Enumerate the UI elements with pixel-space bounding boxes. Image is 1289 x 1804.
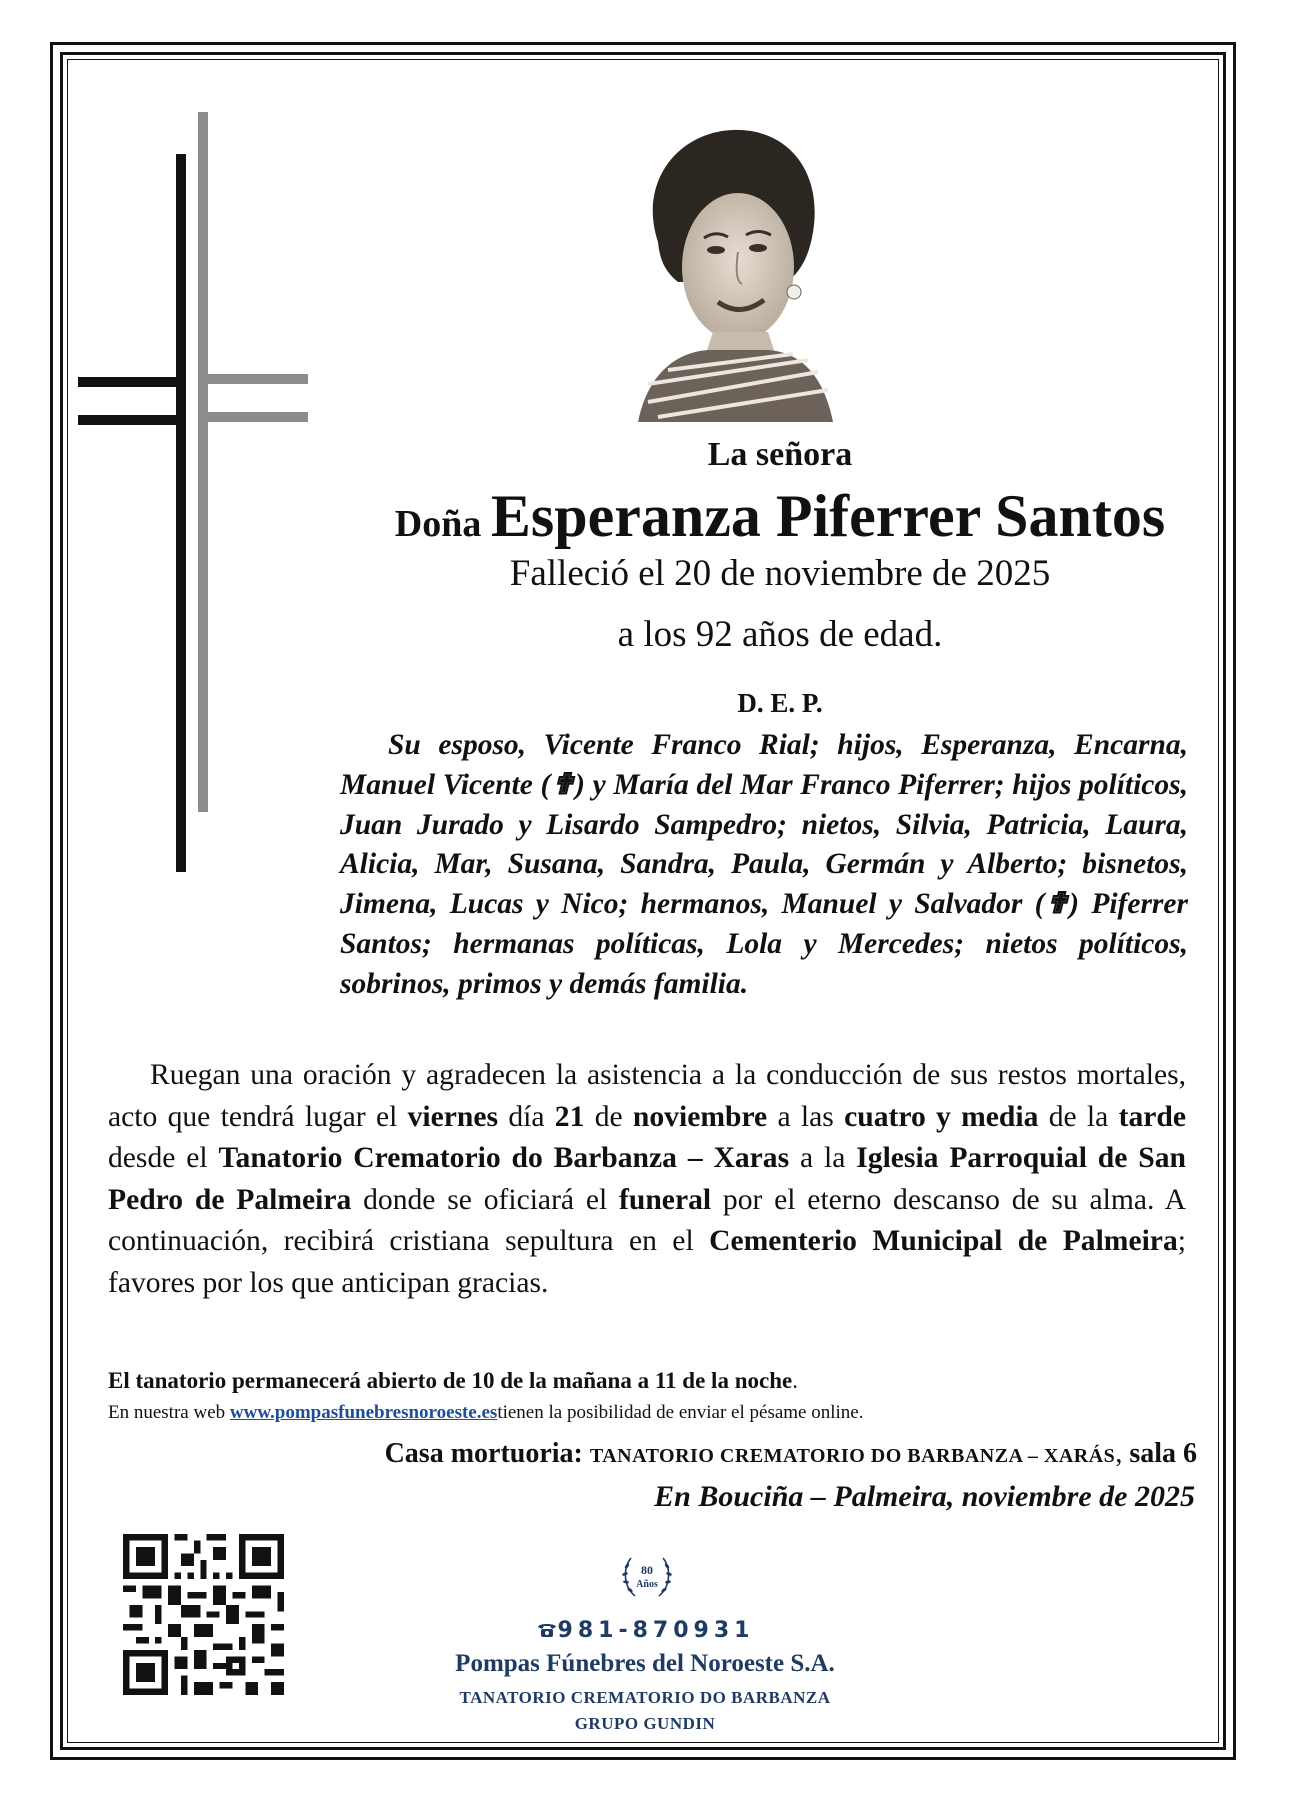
portrait-photo	[618, 122, 838, 422]
ceremony-text: de la	[1038, 1100, 1119, 1133]
company-tanatorio: TANATORIO CREMATORIO DO BARBANZA	[459, 1688, 831, 1707]
rip-text: D. E. P.	[737, 688, 823, 718]
deceased-name-line	[320, 482, 1240, 551]
company-name: Pompas Fúnebres del Noroeste S.A.	[455, 1650, 835, 1677]
deceased-cross-icon: ✟	[550, 768, 576, 801]
age-text: a los 92 años de edad.	[617, 614, 943, 655]
family-text: ) Piferrer Santos; hermanas políticas, Lola y Mercedes; nietos políticos, sobrinos, primos y demás familia.	[340, 888, 1188, 1000]
family-text: Su esposo, Vicente Franco Rial; hijos, Esperanza, Encarna, Manuel Vicente (	[340, 729, 1188, 801]
deceased-name: Esperanza Piferrer Santos	[490, 483, 1166, 549]
ceremony-church: Iglesia Parroquial de San Pedro de Palmeira	[108, 1142, 1186, 1216]
website-link[interactable]: www.pompasfunebresnoroeste.es	[229, 1402, 498, 1423]
phone-icon	[536, 1621, 558, 1639]
ceremony-text: donde se oficiará el	[351, 1183, 620, 1216]
ceremony-text: Ruegan una oración y agradecen la asistencia a la conducción de sus restos mortales, acto que tendrá lugar el	[108, 1059, 1186, 1133]
ceremony-day: viernes	[407, 1100, 499, 1133]
intro-text: La señora	[707, 436, 853, 473]
place-date: En Bouciña – Palmeira, noviembre de 2025	[654, 1480, 1195, 1513]
ceremony-text: por el eterno descanso de su alma. A continuación, recibirá cristiana sepultura en el	[108, 1183, 1186, 1258]
opening-hours	[108, 1368, 1188, 1394]
web-note	[108, 1402, 1198, 1424]
web-prefix: En nuestra web	[108, 1402, 230, 1423]
casa-label: Casa mortuoria:	[384, 1438, 590, 1469]
ceremony-text: de	[584, 1100, 633, 1133]
badge-number: 80	[641, 1563, 653, 1577]
ceremony-text: a la	[789, 1142, 857, 1175]
ceremony-time: cuatro y media	[844, 1100, 1039, 1133]
phone-line	[400, 1618, 890, 1643]
casa-separator: ,	[1115, 1438, 1130, 1469]
cross-icon	[78, 112, 308, 882]
ceremony-funeral: funeral	[619, 1183, 712, 1216]
qr-code[interactable]	[123, 1534, 284, 1695]
casa-room: sala 6	[1129, 1438, 1197, 1469]
ceremony-date: 21	[554, 1100, 585, 1133]
deceased-cross-icon: ✟	[1044, 888, 1070, 921]
ceremony-text: desde el	[108, 1142, 219, 1175]
ceremony-period: tarde	[1118, 1100, 1186, 1133]
death-date: Falleció el 20 de noviembre de 2025	[509, 553, 1051, 594]
ceremony-month: noviembre	[632, 1100, 768, 1133]
badge-word: Años	[636, 1579, 658, 1590]
title-prefix: Doña	[394, 503, 482, 545]
company-group: GRUPO GUNDIN	[574, 1714, 716, 1733]
ceremony-cemetery: Cementerio Municipal de Palmeira	[709, 1225, 1178, 1258]
ceremony-text: ; favores por los que anticipan gracias.	[108, 1225, 1186, 1299]
casa-mortuoria	[100, 1438, 1197, 1470]
ceremony-text: día	[498, 1100, 555, 1133]
opening-hours-text: El tanatorio permanecerá abierto de 10 de la mañana a 11 de la noche	[108, 1368, 793, 1393]
family-text: ) y María del Mar Franco Piferrer; hijos políticos, Juan Jurado y Lisardo Sampedro; nietos, Silvia, Patricia, Laura, Alicia, Mar, Susana, Sandra, Paula, Germán y Alberto; bisnetos, Jimena, Lucas y Nico; hermanos, Manuel y Salvador (	[340, 768, 1188, 921]
web-suffix: tienen la posibilidad de enviar el pésame online.	[497, 1402, 864, 1423]
phone-number: 981-870931	[557, 1618, 755, 1643]
family-list	[340, 726, 1188, 1005]
ceremony-paragraph	[108, 1055, 1186, 1305]
ceremony-origin: Tanatorio Crematorio do Barbanza – Xaras	[218, 1142, 790, 1175]
casa-place: TANATORIO CREMATORIO DO BARBANZA – XARÁS	[589, 1445, 1116, 1467]
anniversary-badge-icon	[617, 1546, 677, 1606]
opening-hours-period: .	[792, 1368, 798, 1393]
ceremony-text: a las	[767, 1100, 845, 1133]
